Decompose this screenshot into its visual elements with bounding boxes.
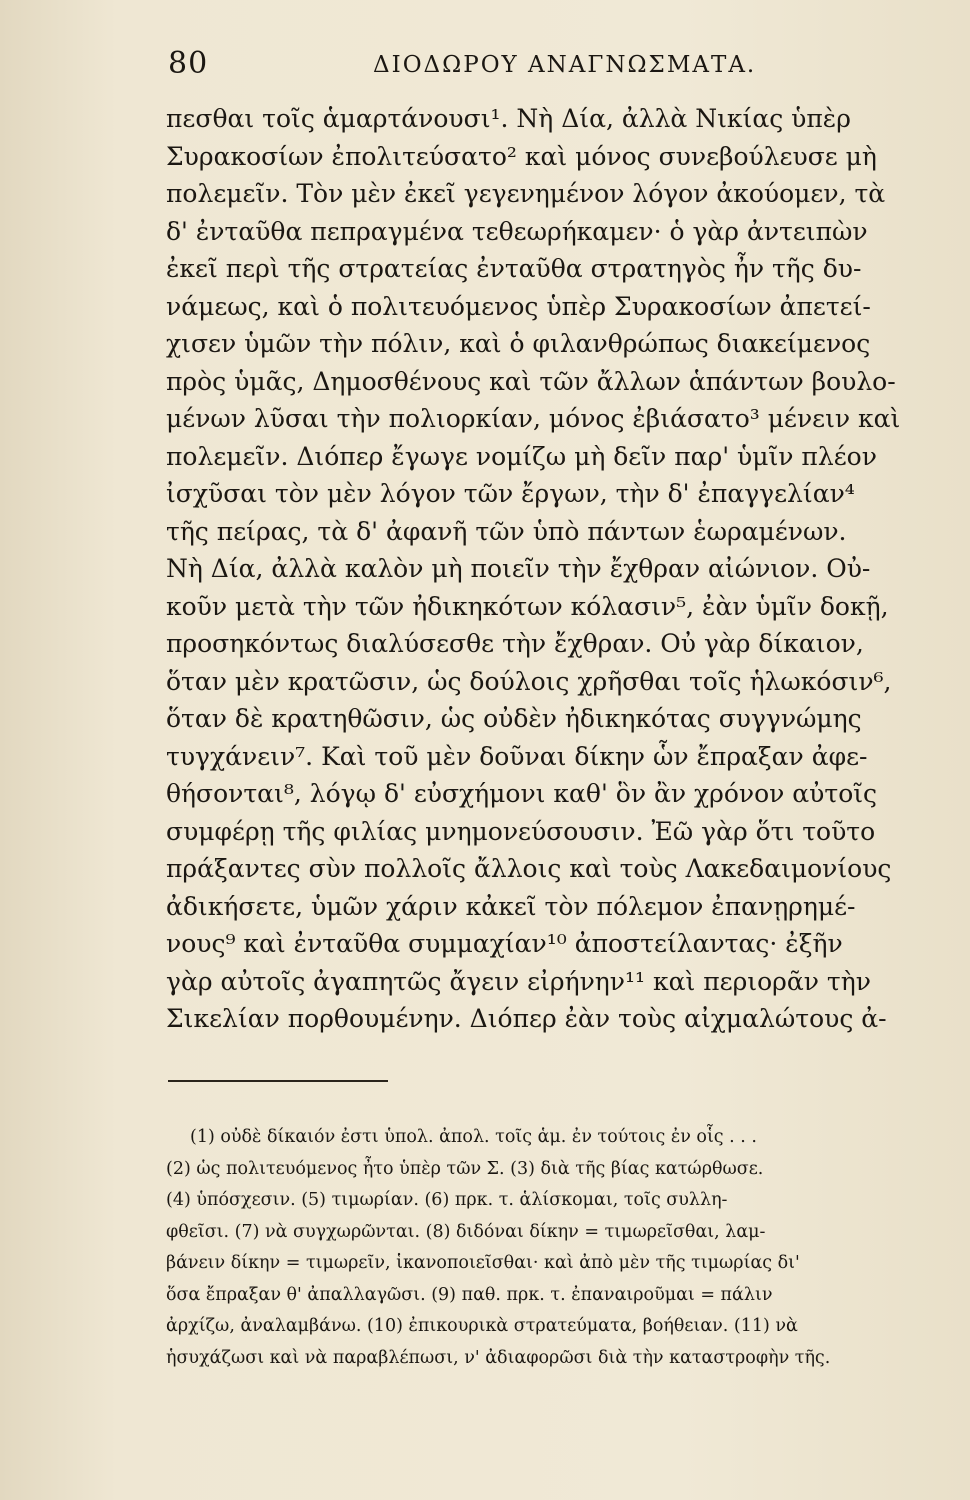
- text-line: ὅταν δὲ κρατηθῶσιν, ὡς οὐδὲν ἠδικηκότας συγγνώμης: [166, 704, 862, 733]
- footnote-line: ἀρχίζω, ἀναλαμβάνω. (10) ἐπικουρικὰ στρατεύματα, βοήθειαν. (11) νὰ: [166, 1316, 798, 1336]
- text-line: πολεμεῖν. Διόπερ ἔγωγε νομίζω μὴ δεῖν παρ' ὑμῖν πλέον: [166, 441, 877, 471]
- footnote-line: (4) ὑπόσχεσιν. (5) τιμωρίαν. (6) πρκ. τ. ἁλίσκομαι, τοῖς συλλη-: [166, 1190, 728, 1210]
- footnote-line: ἡσυχάζωσι καὶ νὰ παραβλέπωσι, ν' ἀδιαφορῶσι διὰ τὴν καταστροφὴν τῆς.: [166, 1347, 831, 1368]
- text-line: μένων λῦσαι τὴν πολιορκίαν, μόνος ἐβιάσατο³ μένειν καὶ: [166, 404, 901, 433]
- text-line: ἐκεῖ περὶ τῆς στρατείας ἐνταῦθα στρατηγὸς ἦν τῆς δυ-: [166, 254, 862, 283]
- text-line: θήσονται⁸, λόγῳ δ' εὐσχήμονι καθ' ὃν ἂν χρόνον αὐτοῖς: [166, 779, 878, 808]
- page-header: [168, 46, 928, 86]
- footnote-line: φθεῖσι. (7) νὰ συγχωρῶνται. (8) διδόναι δίκην = τιμωρεῖσθαι, λαμ-: [166, 1221, 766, 1242]
- footnote-line: βάνειν δίκην = τιμωρεῖν, ἱκανοποιεῖσθαι· καὶ ἀπὸ μὲν τῆς τιμωρίας δι': [166, 1253, 800, 1273]
- text-line: πράξαντες σὺν πολλοῖς ἄλλοις καὶ τοὺς Λακεδαιμονίους: [166, 854, 892, 883]
- text-line: πεσθαι τοῖς ἁμαρτάνουσι¹. Νὴ Δία, ἀλλὰ Νικίας ὑπὲρ: [166, 104, 851, 133]
- text-line: ἰσχῦσαι τὸν μὲν λόγον τῶν ἔργων, τὴν δ' ἐπαγγελίαν⁴: [166, 479, 855, 508]
- page-number: 80: [168, 46, 209, 81]
- running-head: ΔΙΟΔΩΡΟΥ ΑΝΑΓΝΩΣΜΑΤΑ.: [373, 52, 757, 78]
- footnotes: [166, 1122, 956, 1374]
- text-line: γὰρ αὐτοῖς ἀγαπητῶς ἄγειν εἰρήνην¹¹ καὶ περιορᾶν τὴν: [166, 966, 871, 996]
- text-line: τυγχάνειν⁷. Καὶ τοῦ μὲν δοῦναι δίκην ὧν ἔπραξαν ἀφε-: [166, 741, 868, 771]
- text-line: Σικελίαν πορθουμένην. Διόπερ ἐὰν τοὺς αἰχμαλώτους ἀ-: [166, 1004, 887, 1033]
- footnote-line: ὅσα ἔπραξαν θ' ἀπαλλαγῶσι. (9) παθ. πρκ. τ. ἐπαναιροῦμαι = πάλιν: [166, 1284, 773, 1305]
- text-line: Νὴ Δία, ἀλλὰ καλὸν μὴ ποιεῖν τὴν ἔχθραν αἰώνιον. Οὐ-: [166, 554, 871, 583]
- text-line: νάμεως, καὶ ὁ πολιτευόμενος ὑπὲρ Συρακοσίων ἀπετεί-: [166, 291, 871, 321]
- text-line: ἀδικήσετε, ὑμῶν χάριν κἀκεῖ τὸν πόλεμον ἐπανῃρημέ-: [166, 891, 856, 921]
- body-text: [166, 100, 936, 1038]
- text-line: χισεν ὑμῶν τὴν πόλιν, καὶ ὁ φιλανθρώπως διακείμενος: [166, 329, 871, 358]
- text-line: Συρακοσίων ἐπολιτεύσατο² καὶ μόνος συνεβούλευσε μὴ: [166, 141, 877, 171]
- text-line: νους⁹ καὶ ἐνταῦθα συμμαχίαν¹⁰ ἀποστείλαντας· ἐξῆν: [166, 929, 843, 958]
- text-line: προσηκόντως διαλύσεσθε τὴν ἔχθραν. Οὐ γὰρ δίκαιον,: [166, 629, 864, 658]
- text-line: ὅταν μὲν κρατῶσιν, ὡς δούλοις χρῆσθαι τοῖς ἡλωκόσιν⁶,: [166, 666, 892, 696]
- text-line: κοῦν μετὰ τὴν τῶν ἠδικηκότων κόλασιν⁵, ἐὰν ὑμῖν δοκῇ,: [166, 591, 889, 621]
- text-line: πρὸς ὑμᾶς, Δημοσθένους καὶ τῶν ἄλλων ἁπάντων βουλο-: [166, 366, 896, 396]
- text-line: συμφέρῃ τῆς φιλίας μνημονεύσουσιν. Ἐῶ γὰρ ὅτι τοῦτο: [166, 816, 876, 846]
- footnote-line: (1) οὐδὲ δίκαιόν ἐστι ὑπολ. ἀπολ. τοῖς ἁμ. ἐν τούτοις ἐν οἷς . . .: [190, 1127, 757, 1147]
- text-line: δ' ἐνταῦθα πεπραγμένα τεθεωρήκαμεν· ὁ γὰρ ἀντειπὼν: [166, 216, 868, 246]
- text-line: τῆς πείρας, τὰ δ' ἀφανῆ τῶν ὑπὸ πάντων ἑωραμένων.: [166, 516, 847, 546]
- footnote-divider: [168, 1080, 388, 1082]
- footnote-line: (2) ὡς πολιτευόμενος ἦτο ὑπὲρ τῶν Σ. (3) διὰ τῆς βίας κατώρθωσε.: [166, 1158, 764, 1179]
- text-line: πολεμεῖν. Τὸν μὲν ἐκεῖ γεγενημένον λόγον ἀκούομεν, τὰ: [166, 179, 886, 208]
